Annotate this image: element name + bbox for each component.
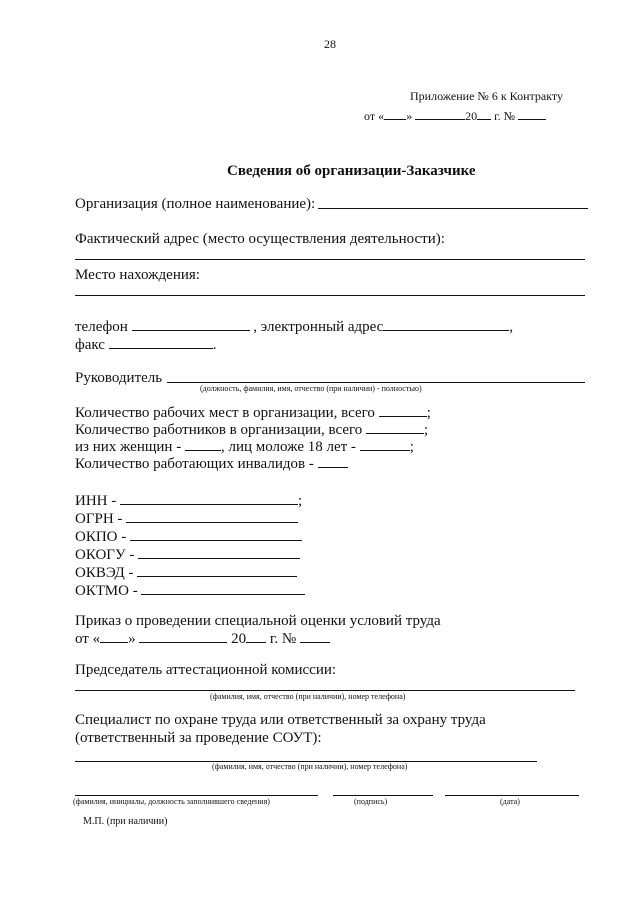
inn-label: ИНН - (75, 493, 117, 509)
disabled-label: Количество работающих инвалидов - (75, 456, 314, 472)
phone-row (75, 317, 513, 336)
inn-blank (120, 491, 298, 505)
workplaces-end: ; (426, 405, 431, 421)
okved-blank (137, 563, 297, 577)
ogrn-row (75, 509, 298, 528)
okpo-label: ОКПО - (75, 529, 127, 545)
ogrn-blank (126, 509, 298, 523)
actual-address-label: Фактический адрес (место осуществления деятельности): (75, 231, 445, 247)
okpo-row (75, 527, 302, 546)
order-from-mid: » (128, 631, 136, 647)
oktmo-row (75, 581, 305, 600)
head-line (167, 382, 585, 383)
order-year-blank (246, 629, 266, 643)
from-mid: » (406, 109, 413, 123)
okogu-label: ОКОГУ - (75, 547, 135, 563)
number-blank (518, 106, 546, 120)
from-prefix: от « (364, 109, 385, 123)
order-day-blank (100, 629, 128, 643)
day-blank (384, 106, 406, 120)
year-prefix: 20 (465, 109, 478, 123)
fax-label: факс (75, 337, 105, 353)
order-month-blank (139, 629, 227, 643)
employees-blank (366, 420, 424, 434)
actual-address-line (75, 259, 585, 260)
fax-blank (109, 335, 213, 349)
minors-end: ; (409, 439, 414, 455)
specialist-label-line1: Специалист по охране труда или ответственный за охрану труда (75, 712, 486, 728)
okved-row (75, 563, 297, 582)
okogu-blank (138, 545, 300, 559)
date-line (445, 795, 579, 796)
phone-label: телефон (75, 319, 128, 335)
women-blank (185, 437, 221, 451)
year-blank (477, 106, 491, 120)
head-label: Руководитель (75, 370, 163, 386)
date-caption: (дата) (500, 797, 520, 806)
filler-line (75, 795, 318, 796)
email-end: , (509, 319, 514, 335)
workplaces-blank (379, 403, 427, 417)
month-blank (415, 106, 465, 120)
sign-caption: (подпись) (354, 797, 388, 806)
order-date-row (75, 629, 330, 648)
location-line (75, 295, 585, 296)
order-year: 20 (231, 631, 247, 647)
chairman-line (75, 690, 575, 691)
order-label: Приказ о проведении специальной оценки условий труда (75, 613, 441, 629)
filler-caption: (фамилия, инициалы, должность заполнившего сведения) (73, 797, 270, 806)
inn-row (75, 491, 302, 510)
okpo-blank (130, 527, 302, 541)
document-title: Сведения об организации-Заказчике (227, 163, 476, 179)
employees-label: Количество работников в организации, всего (75, 422, 363, 438)
okogu-row (75, 545, 300, 564)
disabled-row (75, 454, 348, 473)
specialist-caption: (фамилия, имя, отчество (при наличии), номер телефона) (212, 762, 408, 771)
page-number: 28 (324, 37, 336, 51)
phone-blank (132, 317, 250, 331)
minors-label: , лиц моложе 18 лет - (220, 439, 356, 455)
inn-end: ; (298, 493, 303, 509)
organization-label: Организация (полное наименование): (75, 196, 316, 212)
sign-line (333, 795, 433, 796)
specialist-label-line2: (ответственный за проведение СОУТ): (75, 730, 322, 746)
employees-end: ; (424, 422, 429, 438)
contract-date-line (364, 106, 546, 123)
email-blank (383, 317, 509, 331)
fax-row (75, 335, 216, 354)
order-g-no: г. № (269, 631, 297, 647)
head-caption: (должность, фамилия, имя, отчество (при наличии) - полностью) (200, 384, 422, 393)
organization-line (318, 208, 588, 209)
appendix-label: Приложение № 6 к Контракту (410, 89, 563, 103)
email-label: , электронный адрес (253, 319, 384, 335)
order-number-blank (300, 629, 330, 643)
ogrn-label: ОГРН - (75, 511, 123, 527)
oktmo-blank (141, 581, 305, 595)
workplaces-label: Количество рабочих мест в организации, всего (75, 405, 375, 421)
location-label: Место нахождения: (75, 267, 200, 283)
minors-blank (360, 437, 410, 451)
okved-label: ОКВЭД - (75, 565, 134, 581)
chairman-label: Председатель аттестационной комиссии: (75, 662, 337, 678)
order-from-prefix: от « (75, 631, 101, 647)
disabled-blank (318, 454, 348, 468)
stamp-label: М.П. (при наличии) (83, 816, 168, 827)
fax-end: . (212, 337, 217, 353)
g-no: г. № (494, 109, 516, 123)
women-label: из них женщин - (75, 439, 182, 455)
chairman-caption: (фамилия, имя, отчество (при наличии), номер телефона) (210, 692, 406, 701)
oktmo-label: ОКТМО - (75, 583, 138, 599)
